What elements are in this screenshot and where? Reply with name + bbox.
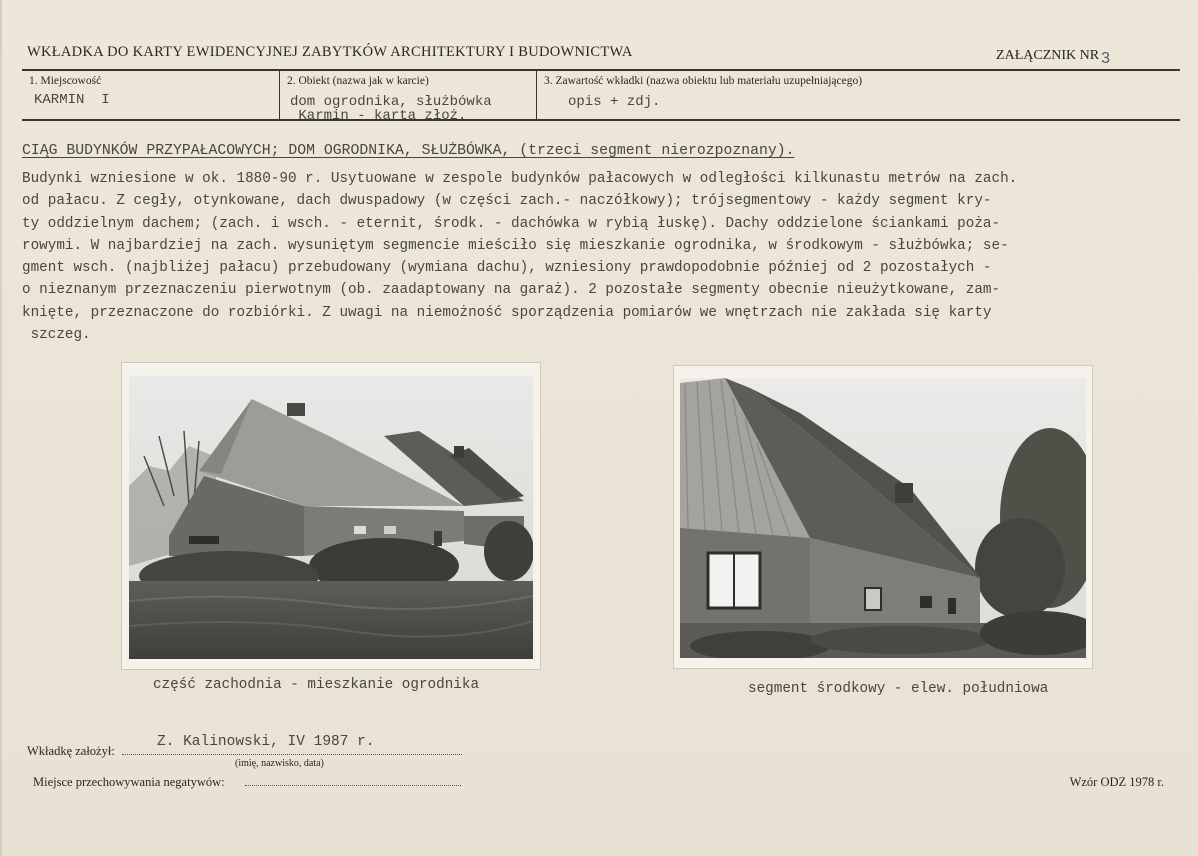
contents-value: opis + zdj. — [568, 94, 661, 110]
object-value-line2: Karmin - karta złoż. — [290, 108, 467, 124]
locality-value: KARMIN I — [34, 92, 110, 108]
photo-west-part — [122, 363, 540, 669]
photo-middle-segment — [674, 366, 1092, 668]
section-heading: CIĄG BUDYNKÓW PRZYPAŁACOWYCH; DOM OGRODNIKA, SŁUŻBÓWKA, (trzeci segment nierozpoznany). — [22, 143, 795, 159]
locality-label: 1. Miejscowość — [29, 75, 102, 87]
contents-label: 3. Zawartość wkładki (nazwa obiektu lub materiału uzupełniającego) — [544, 75, 863, 87]
author-hint: (imię, nazwisko, data) — [235, 758, 324, 769]
object-label: 2. Obiekt (nazwa jak w karcie) — [287, 75, 429, 87]
photo-middle-image — [680, 378, 1086, 658]
attachment-label — [996, 46, 1110, 67]
storage-label: Miejsce przechowywania negatywów: — [33, 775, 225, 789]
description-line: ty oddzielnym dachem; (zach. i wsch. - eternit, środk. - dachówka w rybią łuskę). Dachy oddzielone ściankami poża- — [22, 215, 1001, 232]
description-line: o nieznanym przeznaczeniu pierwotnym (ob. zaadaptowany na garaż). 2 pozostałe segmenty obecnie nieużytkowane, zam- — [22, 282, 1001, 299]
storage-dotted-line — [245, 773, 461, 786]
photo-caption-middle: segment środkowy - elew. południowa — [748, 681, 1049, 697]
photo-west-image — [129, 376, 533, 659]
photo-caption-west: część zachodnia - mieszkanie ogrodnika — [153, 677, 480, 693]
author-value: Z. Kalinowski, IV 1987 r. — [157, 734, 375, 750]
object-cell — [279, 71, 536, 124]
description-line: Budynki wzniesione w ok. 1880-90 r. Usytuowane w zespole budynków pałacowych w odległości kilkunastu metrów na zach. — [22, 171, 1018, 187]
object-value-line1: dom ogrodnika, służbówka — [290, 94, 492, 110]
locality-cell — [22, 71, 279, 119]
description-line: knięte, przeznaczone do rozbiórki. Z uwagi na niemożność sporządzenia pomiarów we wnętrzach nie zakłada się karty — [22, 304, 992, 321]
author-label: Wkładkę założył: — [27, 744, 115, 758]
header-table — [22, 69, 1180, 124]
description-line: rowymi. W najbardziej na zach. wysuniętym segmencie mieściło się mieszkanie ogrodnika, w środkowym - służbówka; se- — [22, 237, 1009, 254]
form-model: Wzór ODZ 1978 r. — [1069, 775, 1164, 789]
description-line: gment wsch. (najbliżej pałacu) przebudowany (wymiana dachu), wzniesiony prawdopodobnie później od 2 pozostałych - — [22, 260, 992, 277]
form-title: WKŁADKA DO KARTY EWIDENCYJNEJ ZABYTKÓW ARCHITEKTURY I BUDOWNICTWA — [27, 44, 633, 60]
contents-cell — [536, 71, 1180, 119]
description-text — [22, 168, 1192, 346]
description-line: szczeg. — [22, 327, 91, 344]
attachment-label-text: ZAŁĄCZNIK NR — [996, 48, 1100, 63]
description-line: od pałacu. Z cegły, otynkowane, dach dwuspadowy (w części zach.- naczółkowy); trójsegmentowy - każdy segment kry- — [22, 193, 992, 210]
attachment-number: 3 — [1101, 50, 1110, 67]
object-value — [290, 95, 492, 123]
